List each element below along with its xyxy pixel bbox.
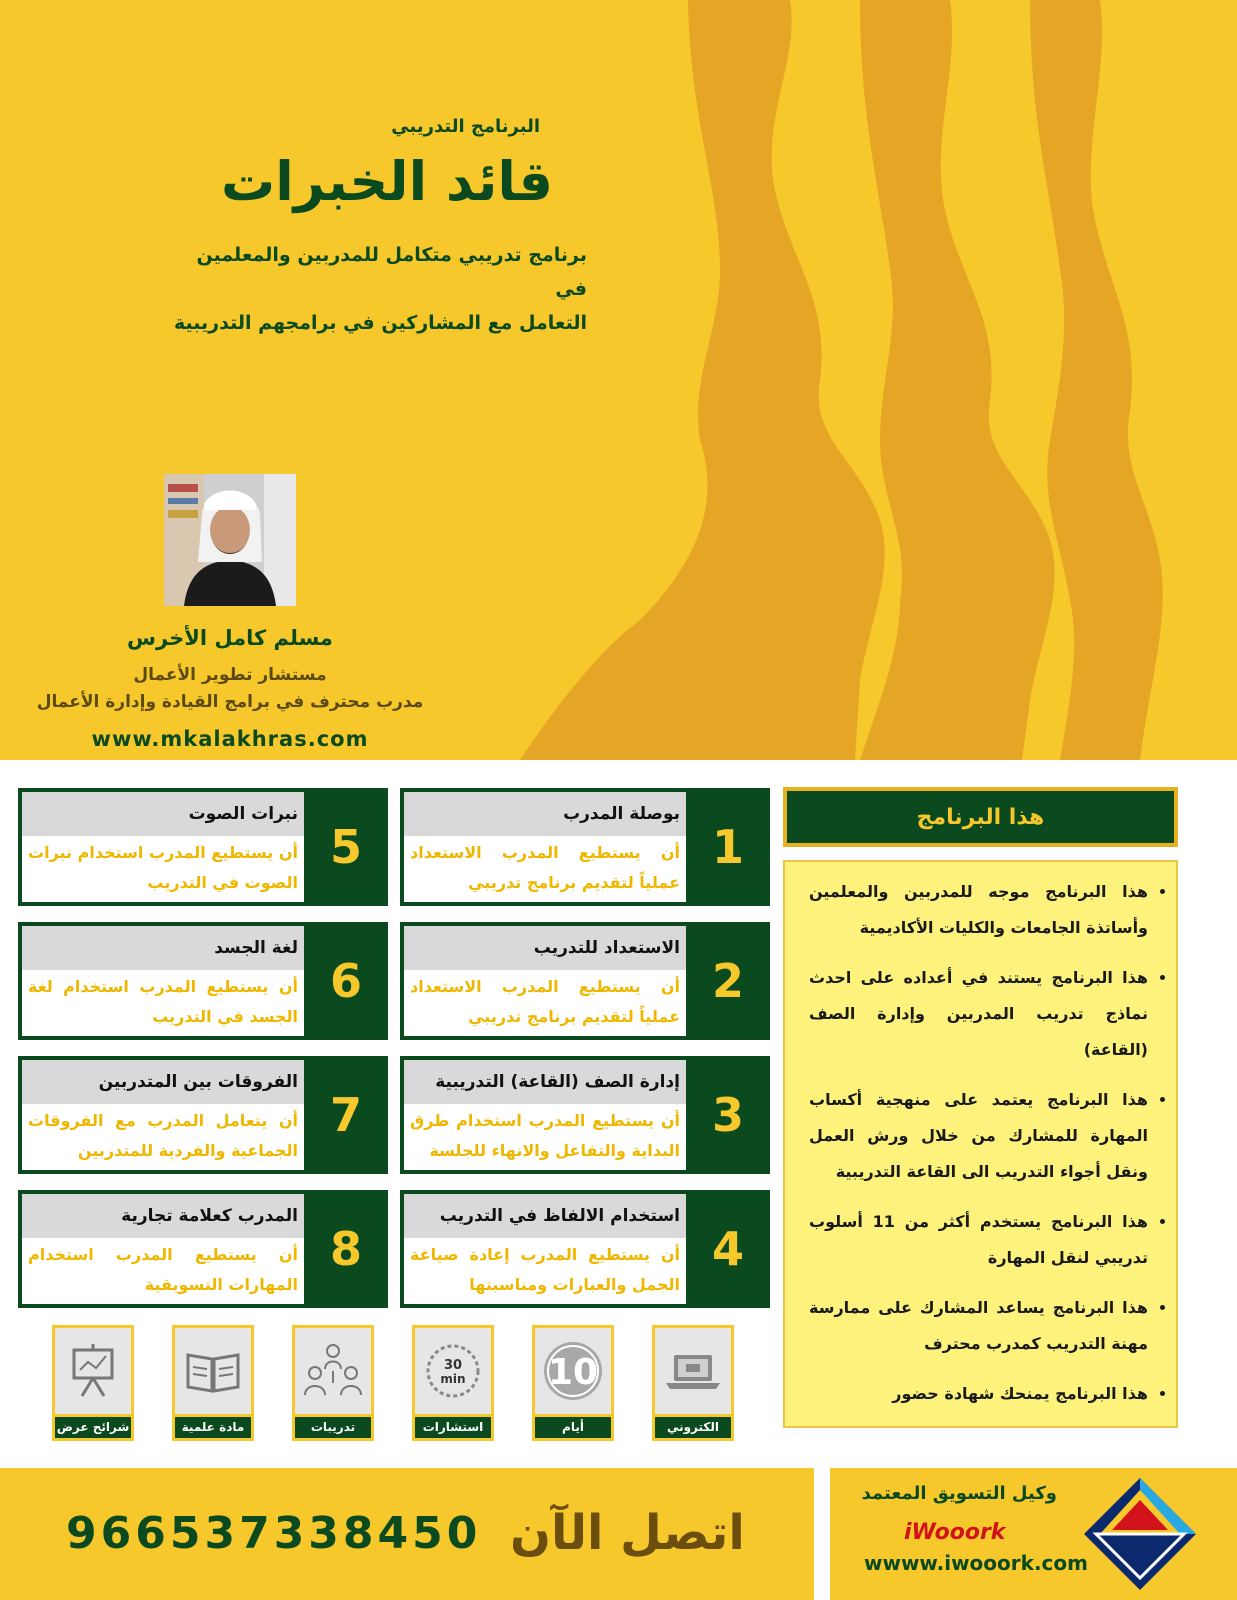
timer-value: 30 [443,1358,463,1373]
trainer-photo [164,474,296,606]
feature-label: الكتروني [655,1417,731,1438]
feature-days [532,1325,614,1441]
agent-label: وكيل التسويق المعتمد [861,1483,1057,1504]
module-card [18,1190,388,1308]
module-number: 5 [329,820,362,874]
module-number: 4 [711,1222,744,1276]
timer-icon [415,1328,491,1414]
module-description: أن يستطيع المدرب استخدام المهارات التسويقية [22,1238,304,1304]
feature-online [652,1325,734,1441]
trainer-website-link[interactable]: www.mkalakhras.com [91,727,369,751]
program-bullet: • هذا البرنامج يساعد المشارك على ممارسة مهنة التدريب كمدرب محترف [809,1290,1148,1362]
program-bullet: • هذا البرنامج يمنحك شهادة حضور [809,1376,1148,1412]
program-bullet: • هذا البرنامج موجه للمدربين والمعلمين وأساتذة الجامعات والكليات الأكاديمية [809,874,1148,946]
presentation-board-icon [55,1328,131,1414]
phone-number[interactable]: 966537338450 [66,1508,482,1559]
feature-label: مادة علمية [175,1417,251,1438]
ten-days-icon [535,1328,611,1414]
program-bullet: • هذا البرنامج يستند في أعداده على احدث نماذج تدريب المدربين وإدارة الصف (القاعة) [809,960,1148,1068]
module-number: 2 [711,954,744,1008]
module-title: إدارة الصف (القاعة) التدريبية [404,1060,686,1104]
days-count: 10 [547,1352,599,1393]
module-title: لغة الجسد [22,926,304,970]
feature-label: شرائح عرض [55,1417,131,1438]
module-description: أن يستطيع المدرب الاستعداد عملياً لتقديم برنامج تدريبي [404,970,686,1036]
module-card [18,1056,388,1174]
group-training-icon [295,1328,371,1414]
feature-consultations [412,1325,494,1441]
module-card [18,922,388,1040]
subtitle-line-2: التعامل مع المشاركين في برامجهم التدريبية [173,312,587,334]
module-title: الاستعداد للتدريب [404,926,686,970]
module-title: استخدام الالفاظ في التدريب [404,1194,686,1238]
feature-label: تدريبات [295,1417,371,1438]
program-panel [783,860,1178,1428]
agent-website-link[interactable]: wwww.iwooork.com [864,1551,1088,1575]
module-number: 1 [711,820,744,874]
feature-exercises [292,1325,374,1441]
feature-label: أيام [535,1417,611,1438]
program-pre-title: البرنامج التدريبي [391,116,540,137]
agent-brand: iWooork [904,1520,1006,1545]
program-panel-heading: هذا البرنامج [783,787,1178,847]
call-now-label: اتصل الآن [510,1505,745,1561]
agent-logo [1080,1474,1200,1594]
module-number: 8 [329,1222,362,1276]
laptop-icon [655,1328,731,1414]
program-subtitle [167,238,587,340]
module-description: أن يستطيع المدرب استخدام طرق البداية والتفاعل والانهاء للجلسة [404,1104,686,1170]
module-title: نبرات الصوت [22,792,304,836]
trainer-role: مستشار تطوير الأعمال [133,665,327,685]
program-bullet: • هذا البرنامج يعتمد على منهجية أكساب المهارة للمشارك من خلال ورش العمل ونقل أجواء التدريب الى القاعة التدريبية [809,1082,1148,1190]
feature-label: استشارات [415,1417,491,1438]
module-number: 6 [329,954,362,1008]
program-bullet: • هذا البرنامج يستخدم أكثر من 11 أسلوب تدريبي لنقل المهارة [809,1204,1148,1276]
trainer-description: مدرب محترف في برامج القيادة وإدارة الأعمال [36,692,424,712]
module-number: 3 [711,1088,744,1142]
program-title: قائد الخبرات [220,150,553,213]
feature-slides [52,1325,134,1441]
module-card [400,1056,770,1174]
module-number: 7 [329,1088,362,1142]
module-title: بوصلة المدرب [404,792,686,836]
open-book-icon [175,1328,251,1414]
module-title: المدرب كعلامة تجارية [22,1194,304,1238]
module-description: أن يستطيع المدرب استخدام لغة الجسد في التدريب [22,970,304,1036]
program-bullet-list [785,862,1176,1412]
module-card [400,788,770,906]
module-description: أن يستطيع المدرب استخدام نبرات الصوت في التدريب [22,836,304,902]
trainer-name: مسلم كامل الأخرس [127,626,333,650]
module-description: أن يستطيع المدرب إعادة صياغة الجمل والعبارات ومناسبتها [404,1238,686,1304]
timer-unit: min [440,1372,466,1386]
module-card [18,788,388,906]
subtitle-line-1: برنامج تدريبي متكامل للمدربين والمعلمين في [196,244,587,300]
module-description: أن يستطيع المدرب الاستعداد عملياً لتقديم برنامج تدريبي [404,836,686,902]
module-description: أن يتعامل المدرب مع الفروقات الجماعية والفردية للمتدربين [22,1104,304,1170]
module-card [400,1190,770,1308]
module-card [400,922,770,1040]
feature-material [172,1325,254,1441]
module-title: الفروقات بين المتدربين [22,1060,304,1104]
